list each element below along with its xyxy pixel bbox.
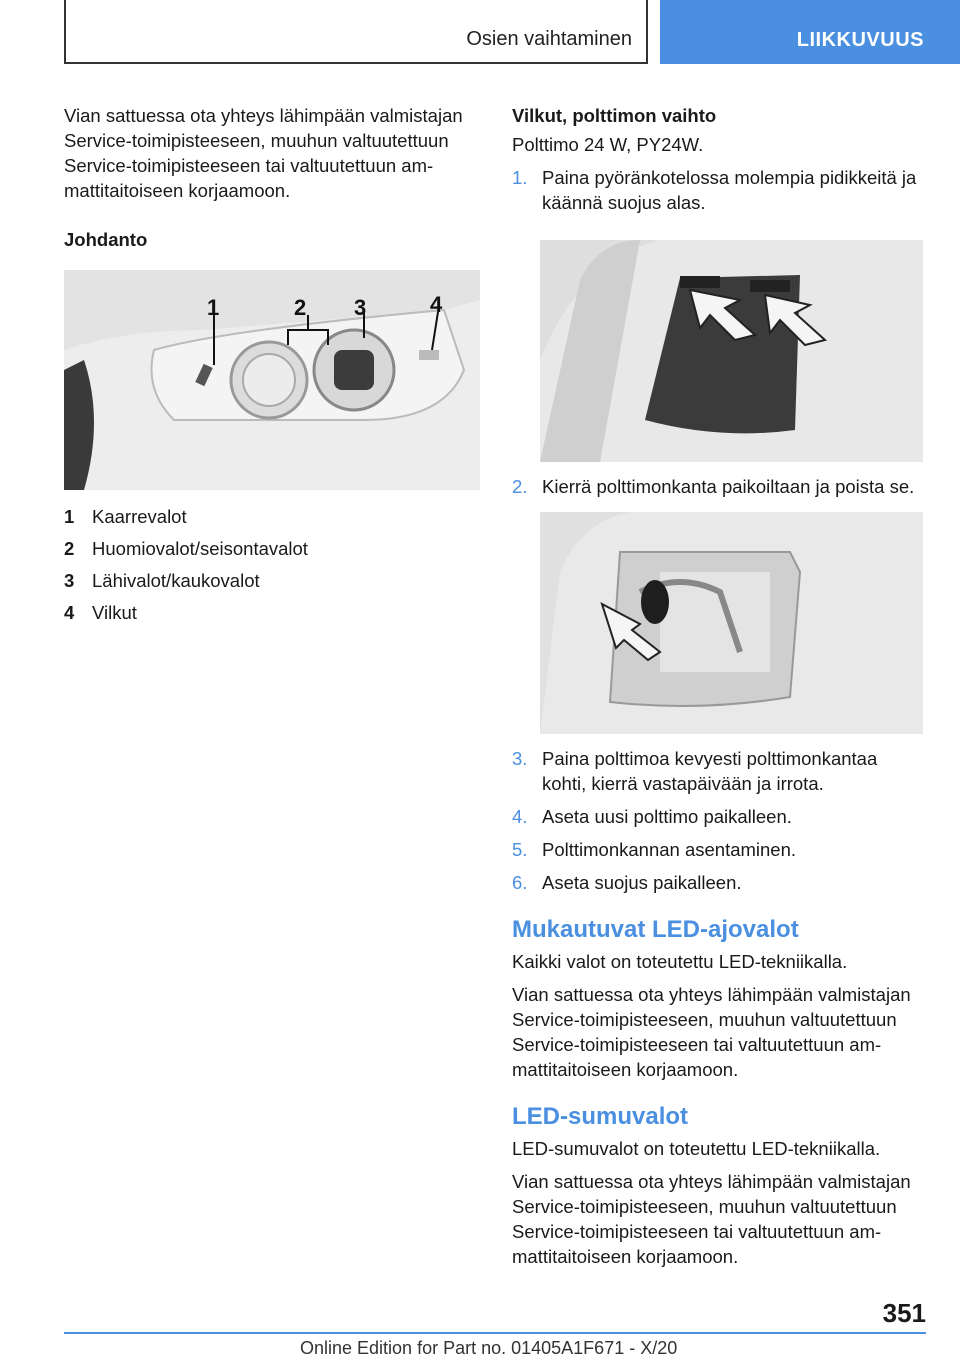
step-text: Paina pyöränkotelossa molempia pidikkeitä ja käännä suojus alas. (542, 167, 917, 213)
step-2-block (512, 474, 927, 507)
step-number: 2. (512, 476, 528, 497)
step-item (512, 804, 927, 829)
step-number: 3. (512, 748, 528, 769)
heading-led-fog: LED-sumuvalot (512, 1103, 689, 1130)
section-title: LIIKKUVUUS (796, 29, 924, 51)
callout-1: 1 (207, 295, 220, 320)
legend-item (64, 532, 484, 564)
step1-illustration (540, 240, 923, 462)
step-item (512, 746, 927, 796)
intro-line: Service-toimipisteeseen, muuhun valtuutettuun (64, 130, 449, 151)
page-number: 351 (882, 1298, 926, 1328)
step-text: Polttimonkannan asentaminen. (542, 839, 797, 860)
heading-led-headlights: Mukautuvat LED-ajovalot (512, 916, 799, 943)
header-section-tab (660, 0, 960, 64)
right-column-top (512, 103, 927, 223)
step-item (512, 474, 927, 499)
legend-number: 3 (64, 569, 75, 591)
legend-label: Lähivalot/kaukovalot (92, 569, 260, 591)
legend-number: 4 (64, 601, 75, 623)
step-text: Kierrä polttimonkanta paikoiltaan ja poista se. (542, 476, 915, 497)
step-number: 1. (512, 167, 528, 188)
subheading-vilkut: Vilkut, polttimon vaihto (512, 105, 717, 126)
chapter-title: Osien vaihtaminen (466, 28, 632, 50)
legend-item (64, 564, 484, 596)
led-text-2: Vian sattuessa ota yhteys lähimpään valmistajan Service-toimipisteeseen, muuhun valtuutettuun Service-toimipisteeseen tai valtuutettuun am- mattitaitoiseen korjaamoon. (512, 984, 911, 1080)
legend-label: Kaarrevalot (92, 505, 187, 527)
fog-text-1: LED-sumuvalot on toteutettu LED-tekniikalla. (512, 1138, 881, 1159)
step-text: Aseta suojus paikalleen. (542, 872, 742, 893)
steps-list-3 (512, 746, 927, 895)
intro-line: Service-toimipisteeseen tai valtuutettuun am- (64, 155, 434, 176)
callout-4: 4 (430, 292, 443, 317)
intro-paragraph (64, 103, 484, 203)
figure-legend (64, 500, 484, 628)
led-text-1: Kaikki valot on toteutettu LED-tekniikalla. (512, 951, 848, 972)
step-number: 4. (512, 806, 528, 827)
right-column-bottom (512, 746, 927, 1283)
legend-number: 1 (64, 505, 75, 527)
left-column (64, 103, 484, 256)
bulb-spec: Polttimo 24 W, PY24W. (512, 134, 704, 155)
footer-edition: Online Edition for Part no. 01405A1F671 - X/20 (300, 1338, 678, 1358)
legend-label: Huomiovalot/seisontavalot (92, 537, 308, 559)
step-item (512, 165, 927, 215)
steps-list-2 (512, 474, 927, 499)
step-number: 5. (512, 839, 528, 860)
step-item (512, 870, 927, 895)
step2-illustration (540, 512, 923, 734)
intro-line: mattitaitoiseen korjaamoon. (64, 180, 291, 201)
subheading-johdanto: Johdanto (64, 229, 148, 250)
step-number: 6. (512, 872, 528, 893)
legend-label: Vilkut (92, 601, 137, 623)
step-text: Paina polttimoa kevyesti polttimonkantaa kohti, kierrä vastapäivään ja irrota. (542, 748, 878, 794)
steps-list-1 (512, 165, 927, 215)
legend-item (64, 596, 484, 628)
intro-line: Vian sattuessa ota yhteys lähimpään valmistajan (64, 105, 463, 126)
callout-2: 2 (294, 295, 307, 320)
footer-divider (64, 1332, 926, 1334)
legend-number: 2 (64, 537, 75, 559)
header-chapter-box (64, 0, 648, 64)
callout-3: 3 (354, 295, 367, 320)
step-text: Aseta uusi polttimo paikalleen. (542, 806, 792, 827)
legend-item (64, 500, 484, 532)
fog-text-2: Vian sattuessa ota yhteys lähimpään valmistajan Service-toimipisteeseen, muuhun valtuutettuun Service-toimipisteeseen tai valtuutettuun am- mattitaitoiseen korjaamoon. (512, 1171, 911, 1267)
step-item (512, 837, 927, 862)
headlight-illustration (64, 270, 480, 490)
